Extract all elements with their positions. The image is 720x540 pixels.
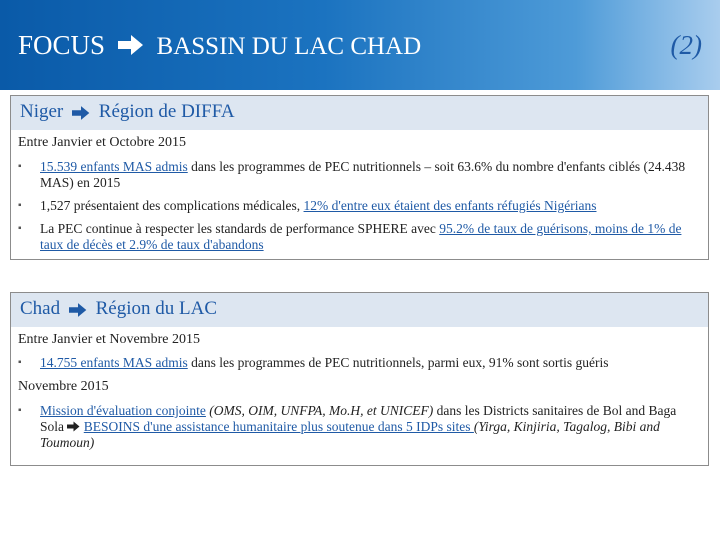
bullet-text: La PEC continue à respecter les standards de performance SPHERE avec xyxy=(40,221,440,236)
region-name: Région du LAC xyxy=(95,298,217,319)
period-label: Novembre 2015 xyxy=(18,379,109,394)
country-name: Chad xyxy=(20,298,61,319)
right-arrow-icon xyxy=(72,105,90,121)
performance-link[interactable]: 95.2% de taux de guérisons, moins de 1% de taux de décès et 2.9% de taux d'abandons xyxy=(40,221,682,252)
list-item xyxy=(18,159,694,191)
bullet-icon: ▪ xyxy=(18,357,22,368)
slide-number: (2) xyxy=(670,30,702,60)
chad-section xyxy=(10,292,709,466)
bullet-icon: ▪ xyxy=(18,161,22,172)
header-banner xyxy=(0,0,720,90)
agencies-text: (OMS, OIM, UNFPA, Mo.H, et UNICEF) xyxy=(205,403,434,418)
needs-link[interactable]: BESOINS d'une assistance humanitaire plus soutenue dans 5 IDPs sites xyxy=(83,419,474,434)
admissions-link[interactable]: 14.755 enfants MAS admis xyxy=(40,355,188,370)
list-item xyxy=(18,221,694,253)
list-item xyxy=(18,403,694,451)
mission-link[interactable]: Mission d'évaluation conjointe xyxy=(40,403,206,418)
refugees-link[interactable]: 12% d'entre eux étaient des enfants réfugiés Nigérians xyxy=(303,198,597,213)
bullet-icon: ▪ xyxy=(18,223,22,234)
list-item xyxy=(18,198,694,214)
region-name: Région de DIFFA xyxy=(98,101,235,122)
chad-section-header xyxy=(11,293,708,327)
bullet-text: dans les programmes de PEC nutritionnels – soit 63.6% du nombre d'enfants ciblés (24.438 MAS) en 2015 xyxy=(40,159,686,190)
focus-label: FOCUS xyxy=(18,30,106,60)
country-name: Niger xyxy=(20,101,64,122)
header-title xyxy=(18,30,421,63)
bullet-text: dans les Districts sanitaires de Bol and Baga Sola xyxy=(40,403,677,434)
admissions-link[interactable]: 15.539 enfants MAS admis xyxy=(40,159,188,174)
period-label: Entre Janvier et Novembre 2015 xyxy=(18,332,200,347)
bullet-icon: ▪ xyxy=(18,405,22,416)
bullet-text: dans les programmes de PEC nutritionnels, parmi eux, 91% sont sortis guéris xyxy=(187,355,609,370)
list-item xyxy=(18,355,694,371)
right-arrow-icon xyxy=(118,32,144,63)
sites-text: (Yirga, Kinjiria, Tagalog, Bibi and Toumoun) xyxy=(40,419,660,450)
chad-section-title xyxy=(20,298,217,320)
niger-section-title xyxy=(20,101,235,123)
region-title: BASSIN DU LAC CHAD xyxy=(156,33,422,60)
bullet-icon: ▪ xyxy=(18,200,22,211)
niger-section-header xyxy=(11,96,708,130)
right-arrow-icon xyxy=(67,421,80,432)
period-label: Entre Janvier et Octobre 2015 xyxy=(18,135,186,150)
bullet-text: 1,527 présentaient des complications médicales, xyxy=(40,198,304,213)
right-arrow-icon xyxy=(69,302,87,318)
niger-section xyxy=(10,95,709,260)
